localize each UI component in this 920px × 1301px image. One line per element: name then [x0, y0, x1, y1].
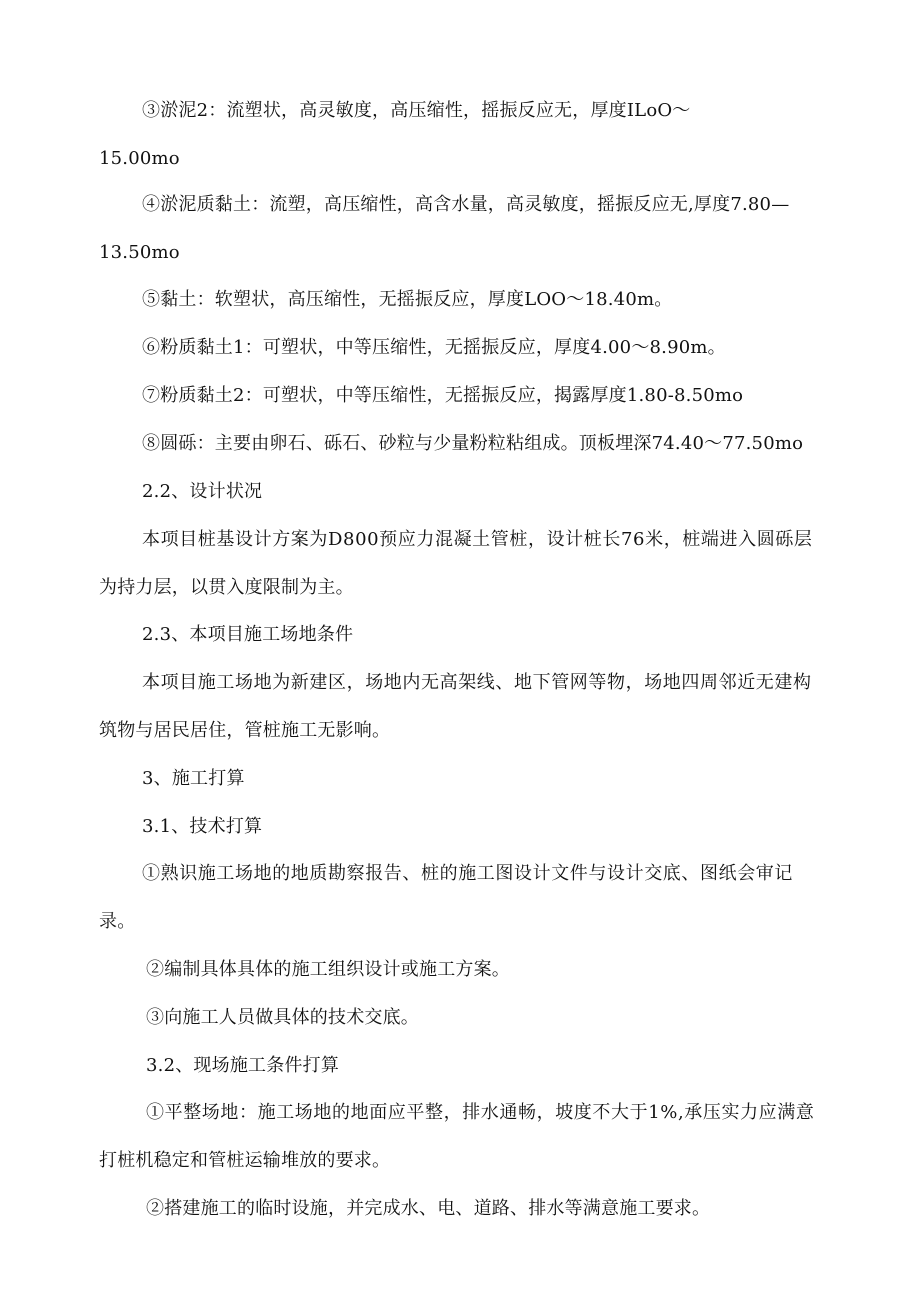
tech-item-3: ③向施工人员做具体的技术交底。 — [146, 1007, 419, 1028]
section-heading-3-1: 3.1、技术打算 — [142, 816, 263, 837]
soil-layer-5-line: ⑤黏土：软塑状，高压缩性，无摇振反应，厚度LOO～18.40m。 — [142, 289, 673, 310]
soil-layer-7-line: ⑦粉质黏土2：可塑状，中等压缩性，无摇振反应，揭露厚度1.80-8.50mo — [142, 385, 744, 406]
soil-layer-4-line: ④淤泥质黏土：流塑，高压缩性，高含水量，高灵敏度，摇振反应无,厚度7.80— — [142, 194, 790, 215]
tech-item-1-line-1: ①熟识施工场地的地质勘察报告、桩的施工图设计文件与设计交底、图纸会审记 — [142, 863, 793, 884]
design-paragraph-line-2: 为持力层，以贯入度限制为主。 — [99, 577, 354, 598]
tech-item-2: ②编制具体具体的施工组织设计或施工方案。 — [146, 959, 510, 980]
soil-layer-3-continued: 15.00mo — [99, 148, 180, 169]
soil-layer-3-line: ③淤泥2：流塑状，高灵敏度，高压缩性，摇振反应无，厚度ILoO～ — [142, 100, 691, 121]
section-heading-3: 3、施工打算 — [142, 768, 245, 789]
design-paragraph-line-1: 本项目桩基设计方案为D800预应力混凝土管桩，设计桩长76米，桩端进入圆砾层 — [142, 529, 813, 550]
site-item-2: ②搭建施工的临时设施，并完成水、电、道路、排水等满意施工要求。 — [146, 1198, 711, 1219]
section-heading-2-3: 2.3、本项目施工场地条件 — [142, 624, 354, 645]
section-heading-2-2: 2.2、设计状况 — [142, 481, 263, 502]
site-paragraph-line-2: 筑物与居民居住，管桩施工无影响。 — [99, 720, 391, 741]
tech-item-1-line-2: 录。 — [99, 911, 136, 932]
soil-layer-8-line: ⑧圆砾：主要由卵石、砾石、砂粒与少量粉粒粘组成。顶板埋深74.40～77.50mo — [142, 433, 804, 454]
site-item-1-line-2: 打桩机稳定和管桩运输堆放的要求。 — [99, 1150, 391, 1171]
site-paragraph-line-1: 本项目施工场地为新建区，场地内无高架线、地下管网等物，场地四周邻近无建构 — [142, 672, 812, 693]
soil-layer-4-continued: 13.50mo — [99, 242, 180, 263]
site-item-1-line-1: ①平整场地：施工场地的地面应平整，排水通畅，坡度不大于1%,承压实力应满意 — [146, 1102, 815, 1123]
soil-layer-6-line: ⑥粉质黏土1：可塑状，中等压缩性，无摇振反应，厚度4.00～8.90m。 — [142, 337, 726, 358]
section-heading-3-2: 3.2、现场施工条件打算 — [146, 1055, 340, 1076]
